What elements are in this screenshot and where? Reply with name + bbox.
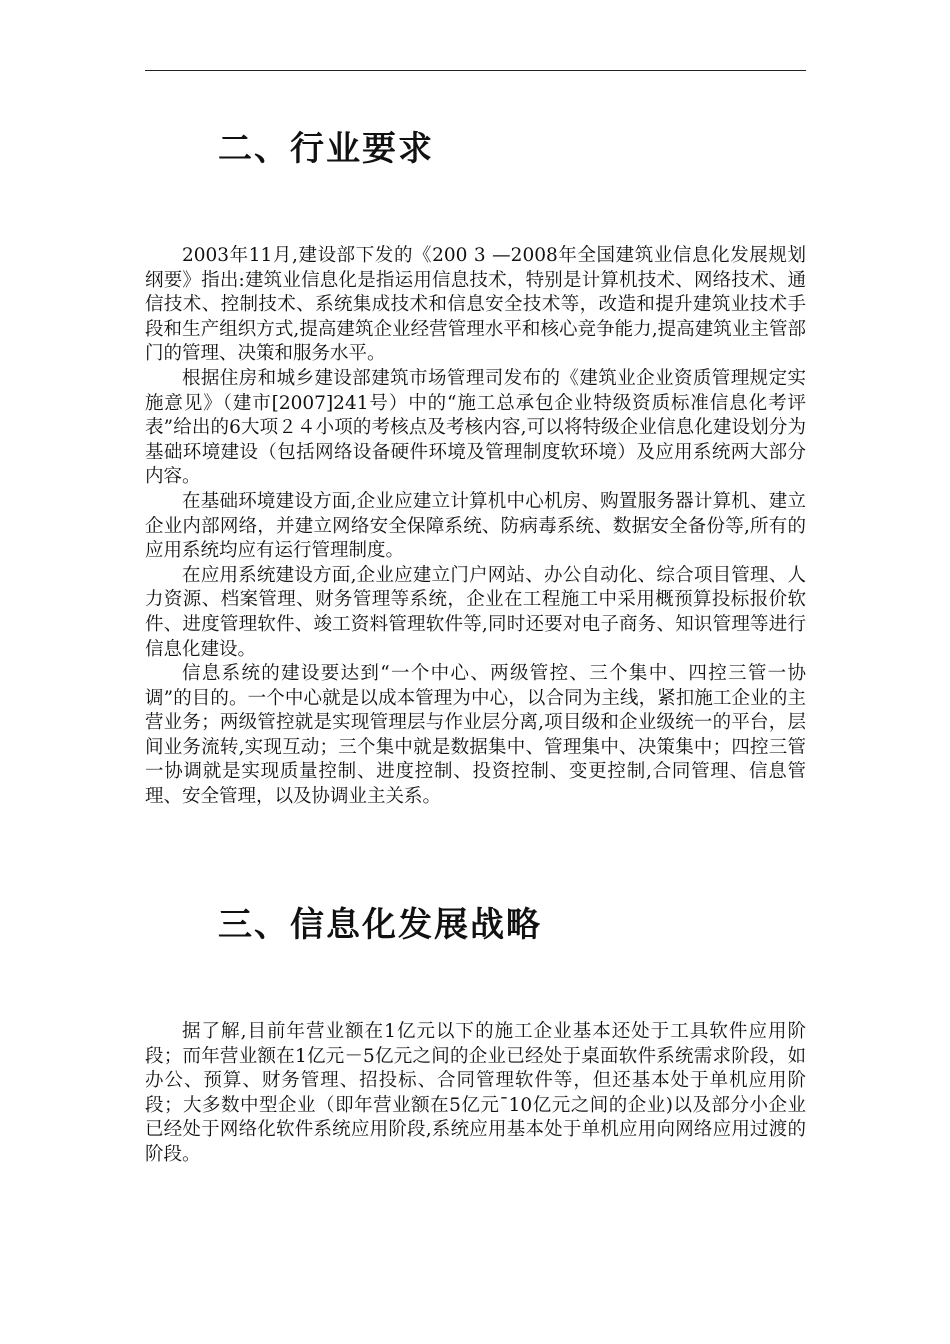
section-body-industry-requirements: [145, 244, 806, 810]
section-body-development-strategy: [145, 1020, 806, 1168]
paragraph-infrastructure: 在基础环境建设方面,企业应建立计算机中心机房、购置服务器计算机、建立企业内部网络，并建立网络安全保障系统、防病毒系统、数据安全备份等,所有的应用系统均应有运行管理制度。: [145, 490, 806, 562]
paragraph-application-systems: 在应用系统建设方面,企业应建立门户网站、办公自动化、综合项目管理、人力资源、档案管理、财务管理等系统，企业在工程施工中采用概预算投标报价软件、进度管理软件、竣工资料管理软件等,同时还要对电子商务、知识管理等进行信息化建设。: [145, 564, 806, 660]
header-rule: [145, 70, 806, 71]
paragraph-current-status: 据了解,目前年营业额在1亿元以下的施工企业基本还处于工具软件应用阶段；而年营业额在1亿元－5亿元之间的企业已经处于桌面软件系统需求阶段，如办公、预算、财务管理、招投标、合同管理软件等，但还基本处于单机应用阶段；大多数中型企业（即年营业额在5亿元¯10亿元之间的企业)以及部分小企业已经处于网络化软件系统应用阶段,系统应用基本处于单机应用向网络应用过渡的阶段。: [145, 1021, 807, 1165]
paragraph-qualification-standard: 根据住房和城乡建设部建筑市场管理司发布的《建筑业企业资质管理规定实施意见》（建市[2007]241号）中的“施工总承包企业特级资质标准信息化考评表”给出的6大项２４小项的考核点及考核内容,可以将特级企业信息化建设划分为基础环境建设（包括网络设备硬件环境及管理制度软环境）及应用系统两大部分内容。: [145, 367, 806, 488]
section-heading-development-strategy: 三、信息化发展战略: [218, 905, 542, 945]
section-heading-industry-requirements: 二、行业要求: [218, 129, 434, 169]
paragraph-plan-outline: 2003年11月,建设部下发的《200 3 —2008年全国建筑业信息化发展规划纲要》指出:建筑业信息化是指运用信息技术，特别是计算机技术、网络技术、通信技术、控制技术、系统集成技术和信息安全技术等，改造和提升建筑业技术手段和生产组织方式,提高建筑企业经营管理水平和核心竞争能力,提高建筑业主管部门的管理、决策和服务水平。: [145, 245, 806, 365]
paragraph-system-goals: 信息系统的建设要达到“一个中心、两级管控、三个集中、四控三管一协调”的目的。一个中心就是以成本管理为中心，以合同为主线，紧扣施工企业的主营业务；两级管控就是实现管理层与作业层分离,项目级和企业级统一的平台，层间业务流转,实现互动；三个集中就是数据集中、管理集中、决策集中；四控三管一协调就是实现质量控制、进度控制、投资控制、变更控制,合同管理、信息管理、安全管理，以及协调业主关系。: [145, 663, 806, 808]
